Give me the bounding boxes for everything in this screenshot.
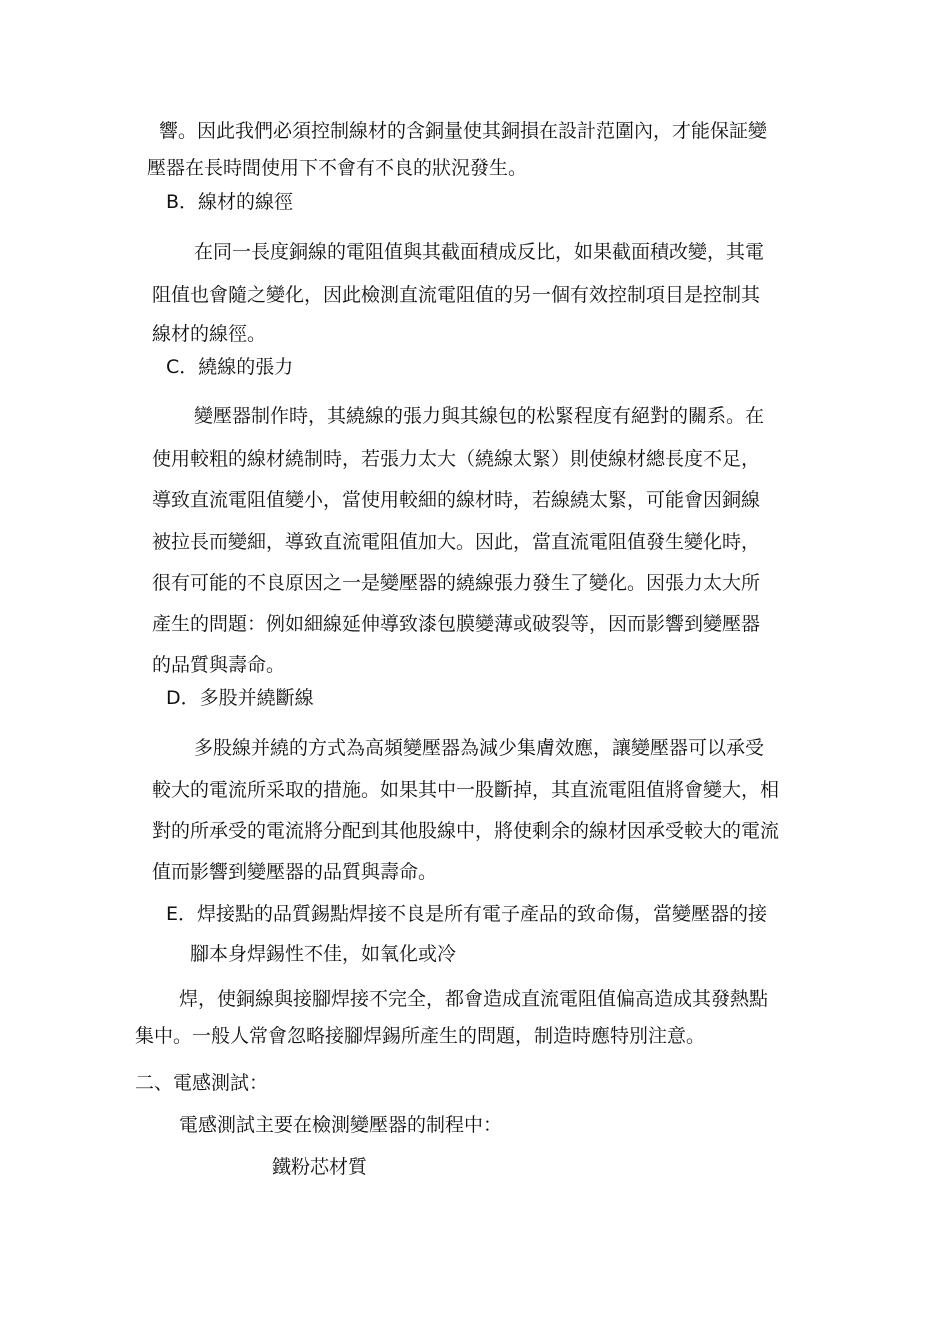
paragraph-line: 多股線并繞的方式為高頻變壓器為減少集膚效應，讓變壓器可以承受 [194,737,765,759]
paragraph-line: 焊，使銅線與接腳焊接不完全，都會造成直流電阻值偏高造成其發熱點 [179,988,769,1010]
section-heading-e: E．焊接點的品質錫點焊接不良是所有電子產品的致命傷，當變壓器的接 [166,903,768,925]
paragraph-line: 電感測試主要在檢測變壓器的制程中： [179,1114,503,1136]
paragraph-line: 阻值也會隨之變化，因此檢測直流電阻值的另一個有效控制項目是控制其 [152,284,761,306]
paragraph-line: 導致直流電阻值變小，當使用較細的線材時，若線繞太緊，可能會因銅線 [152,489,761,511]
paragraph-line: 響。因此我們必須控制線材的含銅量使其銅損在設計范圍內，才能保証變 [159,120,768,142]
paragraph-line: 較大的電流所采取的措施。如果其中一股斷掉，其直流電阻值將會變大，相 [152,779,780,801]
section-heading-c: C．繞線的張力 [166,356,294,378]
paragraph-line: 的品質與壽命。 [152,654,286,676]
paragraph-line: 集中。一般人常會忽略接腳焊錫所產生的問題，制造時應特別注意。 [135,1025,706,1047]
paragraph-line: 變壓器制作時，其繞線的張力與其線包的松緊程度有絕對的關系。在 [194,405,765,427]
paragraph-line: 很有可能的不良原因之一是變壓器的繞線張力發生了變化。因張力太大所 [152,572,761,594]
paragraph-line: 值而影響到變壓器的品質與壽命。 [152,861,438,883]
list-item: 鐵粉芯材質 [272,1156,368,1178]
paragraph-line: 對的所承受的電流將分配到其他股線中，將使剩余的線材因承受較大的電流 [152,820,780,842]
paragraph-line: 線材的線徑。 [152,323,267,345]
section-heading-d: D．多股并繞斷線 [166,687,314,709]
paragraph-line: 產生的問題：例如細線延伸導致漆包膜變薄或破裂等，因而影響到變壓器 [152,613,761,635]
section-heading-b: B．線材的線徑 [166,191,294,213]
paragraph-line: 壓器在長時間使用下不會有不良的狀況發生。 [147,157,528,179]
paragraph-line: 被拉長而變細，導致直流電阻值加大。因此，當直流電阻值發生變化時， [152,531,761,553]
paragraph-line: 使用較粗的線材繞制時，若張力太大（繞線太緊）則使線材總長度不足， [152,448,761,470]
section-heading-inductance: 二、電感測試： [135,1072,269,1094]
paragraph-line: 腳本身焊錫性不佳，如氧化或冷 [190,943,457,965]
paragraph-line: 在同一長度銅線的電阻值與其截面積成反比，如果截面積改變，其電 [194,241,765,263]
